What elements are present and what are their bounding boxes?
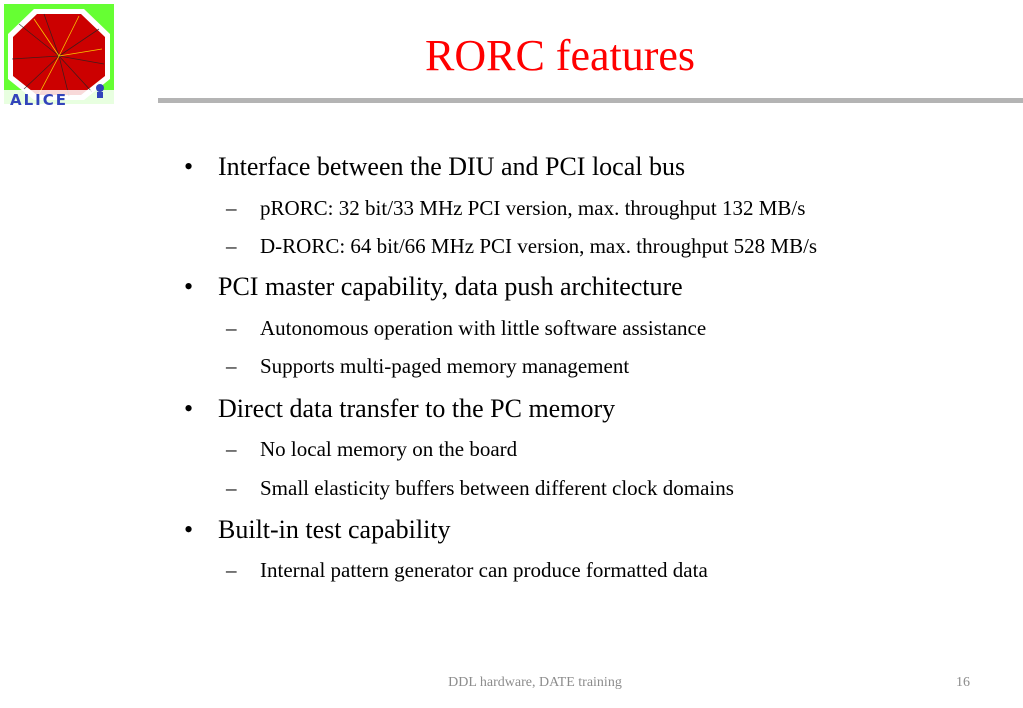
dash-mark: –: [226, 316, 237, 340]
bullet-text: PCI master capability, data push architecture: [218, 272, 683, 301]
sub-bullet-item: [226, 194, 805, 222]
sub-bullet-item: [226, 474, 734, 502]
bullet-text: Direct data transfer to the PC memory: [218, 394, 616, 423]
sub-bullet-text: No local memory on the board: [260, 437, 518, 461]
sub-bullet-item: [226, 435, 517, 463]
page-number: 16: [956, 675, 970, 690]
sub-bullet-text: Autonomous operation with little software assistance: [260, 316, 707, 340]
bullet-item: [184, 150, 685, 184]
sub-bullet-item: [226, 556, 708, 584]
dash-mark: –: [226, 196, 237, 220]
dash-mark: –: [226, 234, 237, 258]
sub-bullet-item: [226, 314, 706, 342]
dash-mark: –: [226, 354, 237, 378]
footer-text: DDL hardware, DATE training: [448, 675, 622, 690]
sub-bullet-text: pRORC: 32 bit/33 MHz PCI version, max. throughput 132 MB/s: [260, 196, 806, 220]
alice-logo-text: ALICE: [10, 91, 69, 108]
sub-bullet-text: Internal pattern generator can produce formatted data: [260, 558, 708, 582]
bullet-mark: •: [184, 394, 194, 423]
bullet-text: Built-in test capability: [218, 515, 451, 544]
dash-mark: –: [226, 476, 237, 500]
bullet-mark: •: [184, 515, 194, 544]
sub-bullet-text: Supports multi-paged memory management: [260, 354, 630, 378]
sub-bullet-text: Small elasticity buffers between different clock domains: [260, 476, 734, 500]
bullet-text: Interface between the DIU and PCI local bus: [218, 152, 686, 181]
bullet-item: [184, 513, 451, 547]
slide-title: RORC features: [424, 31, 696, 80]
sub-bullet-item: [226, 352, 629, 380]
sub-bullet-item: [226, 232, 817, 260]
dash-mark: –: [226, 437, 237, 461]
dash-mark: –: [226, 558, 237, 582]
bullet-item: [184, 392, 615, 426]
bullet-mark: •: [184, 152, 194, 181]
bullet-mark: •: [184, 272, 194, 301]
bullet-item: [184, 270, 683, 304]
sub-bullet-text: D-RORC: 64 bit/66 MHz PCI version, max. throughput 528 MB/s: [260, 234, 818, 258]
